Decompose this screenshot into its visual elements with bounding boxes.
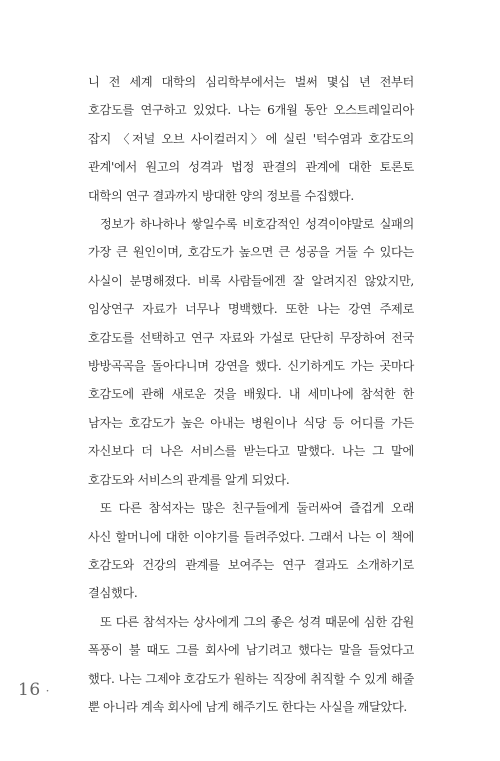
body-text (88, 68, 414, 721)
paragraph-4: 또 다른 참석자는 상사에게 그의 좋은 성격 때문에 심한 감원 폭풍이 불 때도 그를 회사에 남기려고 했다는 말을 들었다고 했다. 나는 그제야 호감도가 원하는 직장에 취직할 수 있게 해줄 뿐 아니라 계속 회사에 남게 해주기도 한다는 사실을 깨달았다. (88, 614, 414, 714)
folio-separator: · (45, 683, 50, 698)
paragraph-2: 정보가 하나하나 쌓일수록 비호감적인 성격이야말로 실패의 가장 큰 원인이며, 호감도가 높으면 큰 성공을 거둘 수 있다는 사실이 분명해졌다. 비록 사람들에겐 잘 알려지진 않았지만, 임상연구 자료가 너무나 명백했다. 또한 나는 강연 주제로 호감도를 선택하고 연구 자료와 가설로 단단히 무장하여 전국 방방곡곡을 돌아다니며 강연을 했다. 신기하게도 가는 곳마다 호감도에 관해 새로운 것을 배웠다. 내 세미나에 참석한 한 남자는 호감도가 높은 아내는 병원이나 식당 등 어디를 가든 자신보다 더 나은 서비스를 받는다고 말했다. 나는 그 말에 호감도와 서비스의 관계를 알게 되었다. (88, 217, 414, 487)
paragraph-3: 또 다른 참석자는 많은 친구들에게 둘러싸여 즐겁게 오래 사신 할머니에 대한 이야기를 들려주었다. 그래서 나는 이 책에 호감도와 건강의 관계를 보여주는 연구 결과도 소개하기로 결심했다. (88, 501, 414, 601)
paragraph-1: 니 전 세계 대학의 심리학부에서는 벌써 몇십 년 전부터 호감도를 연구하고 있었다. 나는 6개월 동안 오스트레일리아 잡지 〈저널 오브 사이컬러지〉에 실린 '턱수염과 호감도의 관계'에서 원고의 성격과 법정 판결의 관계에 대한 토론토 대학의 연구 결과까지 방대한 양의 정보를 수집했다. (88, 75, 414, 203)
page-number: 16 (18, 680, 41, 700)
page-number-footer (18, 680, 50, 700)
